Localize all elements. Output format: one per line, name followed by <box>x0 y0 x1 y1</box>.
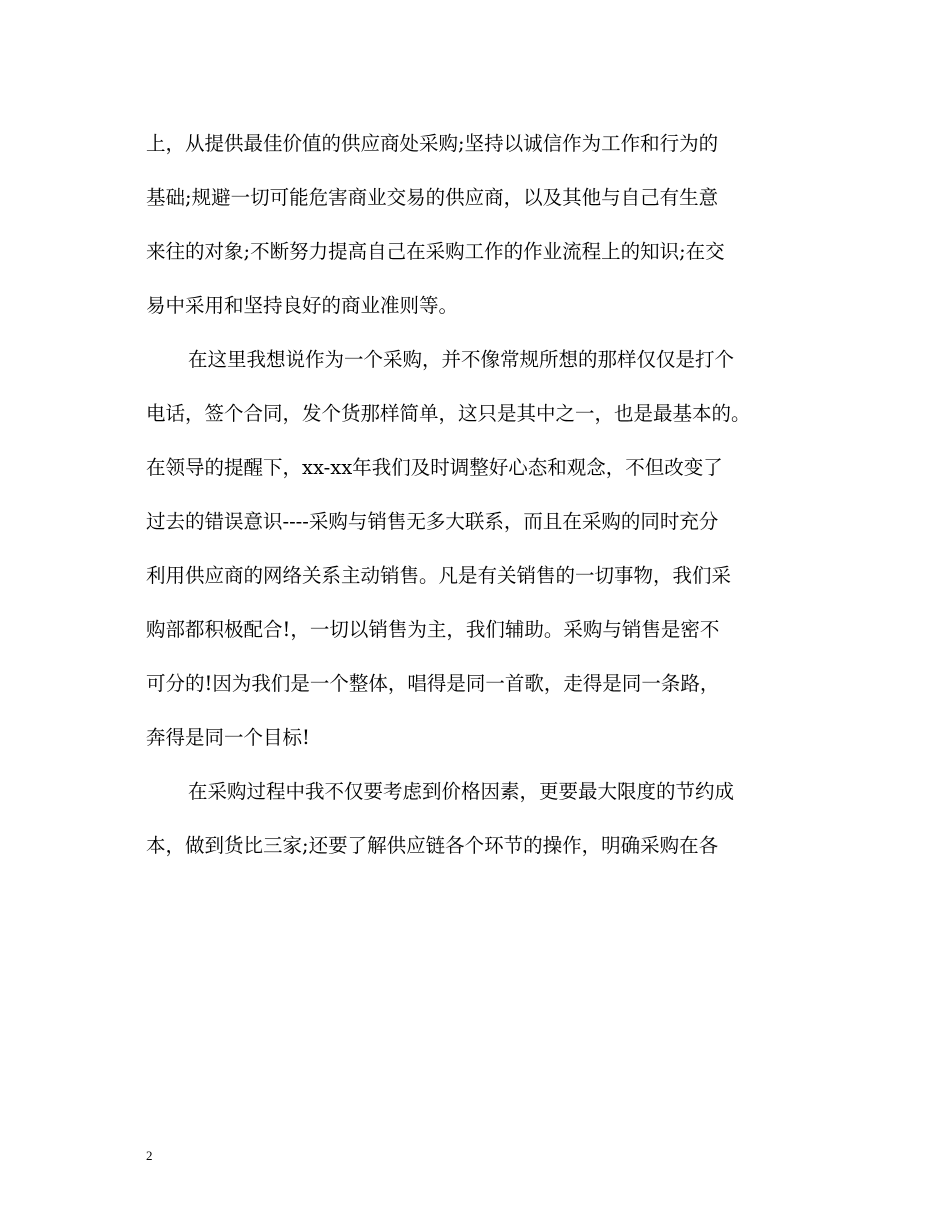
text-line: 在领导的提醒下，xx-xx年我们及时调整好心态和观念，不但改变了 <box>146 456 723 479</box>
text-line: 利用供应商的网络关系主动销售。凡是有关销售的一切事物，我们采 <box>146 564 732 587</box>
text-line: 购部都积极配合!，一切以销售为主，我们辅助。采购与销售是密不 <box>146 618 720 641</box>
text-line: 基础;规避一切可能危害商业交易的供应商，以及其他与自己有生意 <box>146 186 719 209</box>
text-line: 易中采用和坚持良好的商业准则等。 <box>146 294 459 317</box>
text-line: 在这里我想说作为一个采购，并不像常规所想的那样仅仅是打个 <box>188 348 735 371</box>
text-line: 在采购过程中我不仅要考虑到价格因素，更要最大限度的节约成 <box>188 780 735 803</box>
text-line: 本，做到货比三家;还要了解供应链各个环节的操作，明确采购在各 <box>146 834 719 857</box>
body-text <box>146 124 811 880</box>
text-line: 奔得是同一个目标! <box>146 726 310 749</box>
text-line: 上，从提供最佳价值的供应商处采购;坚持以诚信作为工作和行为的 <box>146 132 719 155</box>
text-line: 可分的!因为我们是一个整体，唱得是同一首歌，走得是同一条路， <box>146 672 720 695</box>
text-line: 过去的错误意识----采购与销售无多大联系，而且在采购的同时充分 <box>146 510 719 533</box>
text-line: 来往的对象;不断努力提高自己在采购工作的作业流程上的知识;在交 <box>146 240 725 263</box>
page-number: 2 <box>146 1148 153 1163</box>
text-line: 电话，签个合同，发个货那样简单，这只是其中之一，也是最基本的。 <box>146 402 751 425</box>
